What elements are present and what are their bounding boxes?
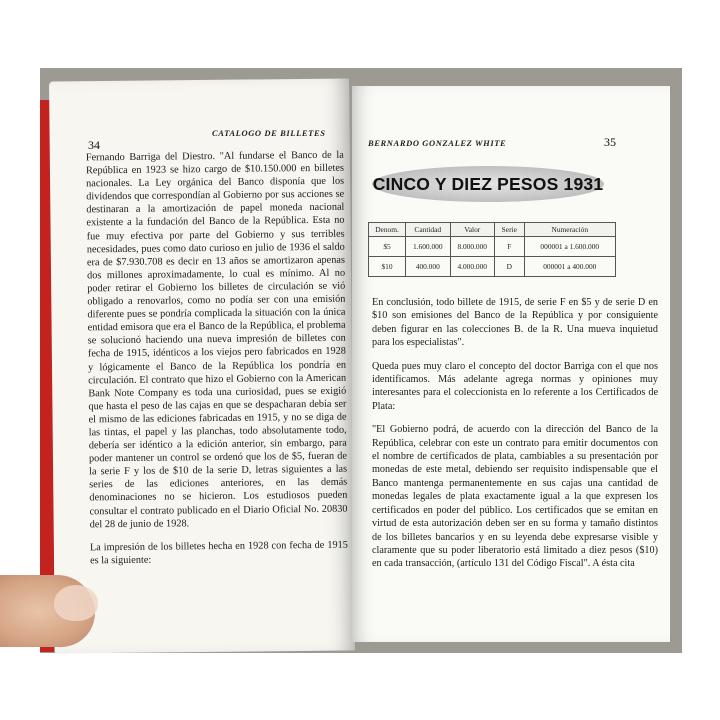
left-page-text <box>86 149 348 578</box>
table-header: Cantidad <box>406 223 450 237</box>
table-cell: 1.600.000 <box>406 237 450 257</box>
table-cell: 000001 a 1.600.000 <box>524 237 615 257</box>
table-cell: $5 <box>369 237 406 257</box>
table-row <box>369 257 616 277</box>
table-header: Denom. <box>369 223 406 237</box>
table-row <box>369 237 616 257</box>
table-header: Serie <box>494 223 524 237</box>
table-header-row <box>369 223 616 237</box>
emission-table <box>368 222 616 277</box>
table-cell: $10 <box>369 257 406 277</box>
right-page-number: 35 <box>604 135 616 149</box>
table-cell: F <box>494 237 524 257</box>
left-paragraph: Fernando Barriga del Diestro. "Al fundarse el Banco de la República en 1923 se hizo cargo de $10.150.000 en billetes nacionales. La Ley orgánica del Banco disponía que los dividendos que correspondían al Gobierno por sus acciones se destinaran a la amortización de papel moneda nacional existente a la fundación del Banco de la República. Esta no fue muy efectiva por parte del Gobierno y sus terribles necesidades, pues como dato curioso en julio de 1936 el saldo era de $7.930.708 es decir en 13 años se amortizaron apenas dos millones aproximadamente, lo cual es mínimo. Al no poder retirar el Gobierno los billetes de circulación se vió obligado a renovarlos, como no podía ser con una emisión diferente pues se pondría complicada la situación con la única entidad emisora que era el Banco de la República, el problema se solucionó haciendo una nueva impresión de billetes con fecha de 1915, idénticos a los viejos pero fabricados en 1928 y lógicamente el Banco de la República los pondría en circulación. El contrato que hizo el Gobierno con la American Bank Note Company es toda una curiosidad, pues se exigió que hasta el peso de las cajas en que se despacharan debía ser el mismo de las ediciones fabricadas en 1915, y no se diga de las tintas, el papel y las planchas, todo absolutamente todo, debería ser idéntico a la edición anterior, sin embargo, para poder mantener un control se ordenó que los de $5, fueran de la serie F y los de $10 de la serie D, letras siguientes a las series de las ediciones anteriores, en las demás denominaciones no se hicieron. Los estudiosos pueden consultar el contrato publicado en el Diario Oficial No. 20830 del 28 de junio de 1928. <box>85 149 348 530</box>
right-running-head: BERNARDO GONZALEZ WHITE <box>368 138 507 148</box>
thumbnail <box>54 585 98 621</box>
left-page-number: 34 <box>88 138 100 152</box>
table-cell: 400.000 <box>406 257 450 277</box>
left-paragraph: La impresión de los billetes hecha en 1928 con fecha de 1915 es la siguiente: <box>89 539 348 567</box>
table-header: Valor <box>450 223 494 237</box>
right-paragraph: "El Gobierno podrá, de acuerdo con la dirección del Banco de la República, celebrar con este un contrato para emitir documentos con el nombre de certificados de plata, cambiables a su presentación por monedas de este metal, debiendo ser requisito indispensable que el Banco mantenga permanentemente en sus cajas una cantidad de monedas legales de plata exactamente igual a la que expresen los certificados en poder del público. Los certificados que se emitan en virtud de esta autorización deben ser en su forma y tamaño distintos de los billetes bancarios y en su leyenda debe expresarse visible y claramente que su poder liberatorio está limitado a diez pesos ($10) en cada transacción, (artículo 131 del Código Fiscal". A ésta cita <box>372 424 658 570</box>
left-running-head: CATALOGO DE BILLETES <box>212 128 326 138</box>
right-page-text <box>372 296 658 571</box>
table-cell: D <box>494 257 524 277</box>
table-cell: 8.000.000 <box>450 237 494 257</box>
right-paragraph: En conclusión, todo billete de 1915, de serie F en $5 y de serie D en $10 son emisiones del Banco de la República y por consiguiente deben figurar en las colecciones B. de la R. Una mueva inquietud para los especialistas". <box>372 297 658 349</box>
table-cell: 4.000.000 <box>450 257 494 277</box>
table-cell: 000001 a 400.000 <box>524 257 615 277</box>
section-title-banner: CINCO Y DIEZ PESOS 1931 <box>372 166 604 202</box>
table-header: Numeración <box>524 223 615 237</box>
right-paragraph: Queda pues muy claro el concepto del doctor Barriga con el que nos identificamos. Más adelante agrega normas y opiniones muy interesantes para el coleccionista en lo referente a los Certificados de Plata: <box>372 360 658 412</box>
